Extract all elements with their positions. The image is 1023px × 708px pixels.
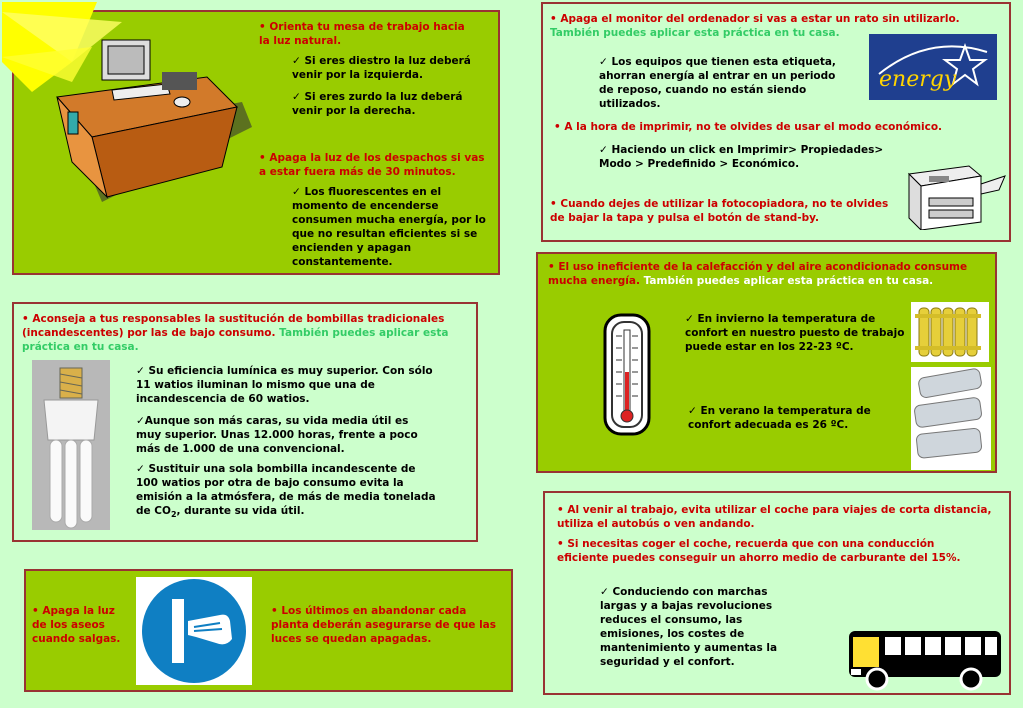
bulbs-item-efficiency: ✓ Su eficiencia lumínica es muy superior. Con sólo 11 watios iluminan lo mismo que una de incandescencia de 60 watios.: [136, 365, 433, 405]
desk-panel: [12, 10, 500, 275]
bulbs-item-emissions: [136, 462, 438, 522]
radiator-image: [911, 302, 989, 362]
energy-logo-text: energy: [879, 67, 957, 92]
bulbs-item-lifetime: ✓Aunque son más caras, su vida media útil es muy superior. Unas 12.000 horas, frente a poco más de 1.000 de una convencional.: [136, 415, 418, 455]
desk-item-right-handed: ✓ Si eres diestro la luz deberá venir por la izquierda.: [292, 55, 471, 81]
photocopier-title: • Cuando dejes de utilizar la fotocopiadora, no te olvides de bajar la tapa y pulsa el botón de stand-by.: [550, 198, 889, 224]
winter-temperature-item: ✓ En invierno la temperatura de confort en nuestro puesto de trabajo puede estar en los 22-23 ºC.: [685, 313, 905, 353]
bulbs-panel: [12, 302, 478, 542]
thermometer-icon: [602, 312, 652, 437]
bulbs-title-text: • Aconseja a tus responsables la sustitución de bombillas tradicionales (incandescentes) por las de bajo consumo.: [22, 313, 445, 339]
photocopier-icon: [899, 154, 1009, 230]
desk-item-left-handed: ✓ Si eres zurdo la luz deberá venir por la derecha.: [292, 91, 463, 117]
fluorescent-item: ✓ Los fluorescentes en el momento de encenderse consumen mucha energía, por lo que no resultan eficientes si se encienden y apagan constantemente.: [292, 186, 486, 268]
energy-star-logo: [869, 34, 997, 100]
heating-also-home: También puedes aplicar esta práctica en tu casa.: [643, 275, 934, 287]
air-conditioner-image: [911, 367, 991, 470]
car-panel: [543, 491, 1011, 695]
desk-illustration: [2, 2, 252, 222]
lights-off-panel: [24, 569, 513, 692]
office-lights-title: • Apaga la luz de los despachos si vas a estar fuera más de 30 minutos.: [259, 152, 485, 178]
co2-subscript: 2: [170, 510, 177, 520]
car-title-efficient-driving: • Si necesitas coger el coche, recuerda que con una conducción eficiente puedes conseguir un ahorro medio de carburante del 15%.: [557, 538, 961, 564]
car-title-short-trips: • Al venir al trabajo, evita utilizar el coche para viajes de corta distancia, utiliza el autobús o ven andando.: [557, 504, 992, 530]
energy-label-item: ✓ Los equipos que tienen esta etiqueta, ahorran energía al entrar en un periodo de reposo, cuando no están siendo utilizados.: [599, 56, 836, 110]
print-item: ✓ Haciendo un click en Imprimir> Propiedades> Modo > Predefinido > Económico.: [599, 144, 884, 170]
heating-title: [548, 260, 988, 288]
toilets-lights-text: • Apaga la luz de los aseos cuando salgas.: [32, 605, 121, 645]
efficient-driving-item: ✓ Conduciendo con marchas largas y a bajas revoluciones reduces el consumo, las emisiones, los costes de mantenimiento y aumentas la seguridad y el confort.: [600, 586, 778, 668]
monitor-panel: [541, 2, 1011, 242]
last-leaving-text: • Los últimos en abandonar cada planta deberán asegurarse de que las luces se quedan apagadas.: [271, 605, 497, 645]
switch-off-sign: [136, 577, 252, 685]
print-title: • A la hora de imprimir, no te olvides de usar el modo económico.: [554, 121, 943, 133]
monitor-title-text: • Apaga el monitor del ordenador si vas a estar un rato sin utilizarlo.: [550, 13, 960, 25]
monitor-also-home: También puedes aplicar esta práctica en tu casa.: [550, 27, 840, 39]
heating-panel: [536, 252, 997, 473]
summer-temperature-item: ✓ En verano la temperatura de confort adecuada es 26 ºC.: [688, 405, 871, 431]
desk-title: • Orienta tu mesa de trabajo hacia la luz natural.: [259, 21, 465, 47]
bulbs-title: [22, 312, 472, 354]
cfl-bulb-image: [32, 360, 110, 530]
bus-icon: [845, 625, 1005, 691]
bulbs-item-emissions-b: , durante su vida útil.: [176, 505, 305, 517]
heating-title-text: • El uso ineficiente de la calefacción y del aire acondicionado consume mucha energía.: [548, 261, 968, 287]
bulbs-also-home: También puedes aplicar esta práctica en tu casa.: [22, 327, 449, 353]
bulbs-item-emissions-a: ✓ Sustituir una sola bombilla incandescente de 100 watios por otra de bajo consumo evita la emisión a la atmósfera, de más de media tonelada de CO: [136, 463, 436, 517]
